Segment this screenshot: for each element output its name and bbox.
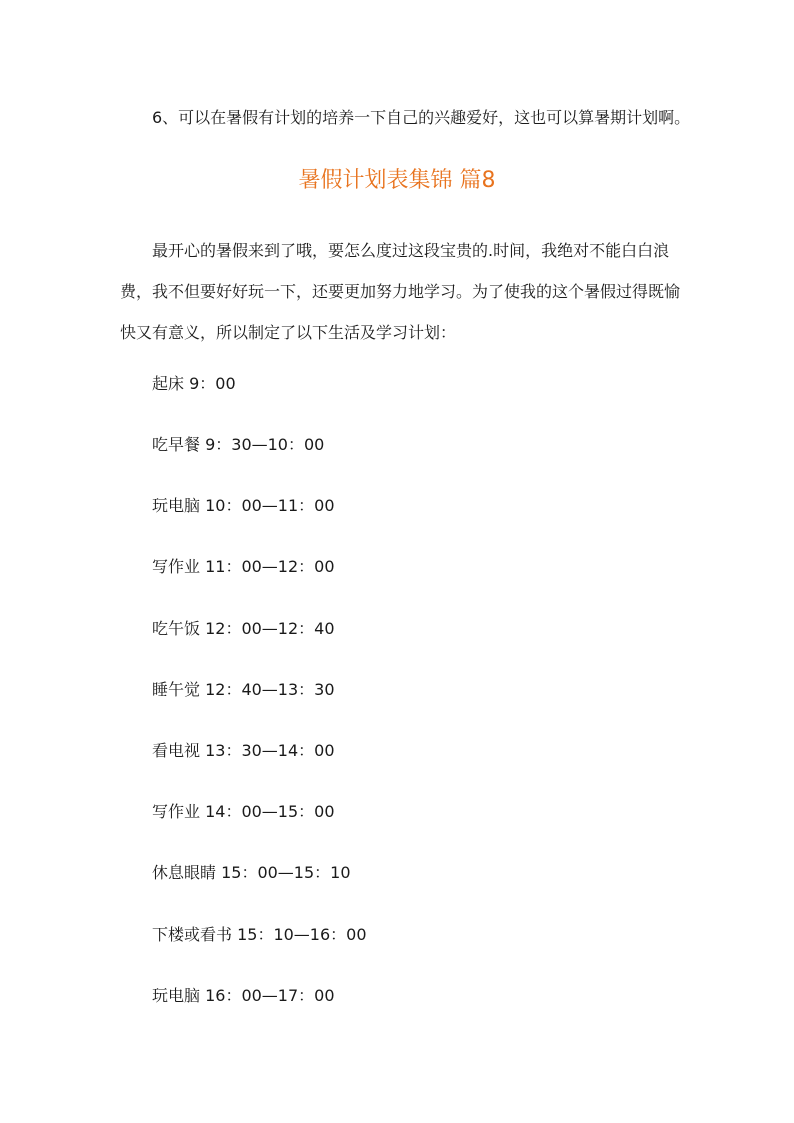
- schedule-item: 写作业 14：00—15：00: [152, 802, 335, 821]
- paragraph-line: 最开心的暑假来到了哦，要怎么度过这段宝贵的.时间，我绝对不能白白浪: [152, 241, 670, 260]
- paragraph-line: 费，我不但要好好玩一下，还要更加努力地学习。为了使我的这个暑假过得既愉: [120, 282, 681, 301]
- schedule-item: 写作业 11：00—12：00: [152, 557, 335, 576]
- schedule-item: 起床 9：00: [152, 374, 236, 393]
- intro-item-6: 6、可以在暑假有计划的培养一下自己的兴趣爱好，这也可以算暑期计划啊。: [152, 108, 691, 127]
- intro-paragraph: [120, 230, 680, 353]
- schedule-item: 睡午觉 12：40—13：30: [152, 680, 335, 699]
- schedule-item: 休息眼睛 15：00—15：10: [152, 863, 351, 882]
- schedule-item: 吃早餐 9：30—10：00: [152, 435, 325, 454]
- paragraph-line: 快又有意义，所以制定了以下生活及学习计划：: [120, 323, 457, 342]
- schedule-item: 吃午饭 12：00—12：40: [152, 619, 335, 638]
- schedule-item: 下楼或看书 15：10—16：00: [152, 925, 367, 944]
- schedule-item: 看电视 13：30—14：00: [152, 741, 335, 760]
- schedule-item: 玩电脑 16：00—17：00: [152, 986, 335, 1005]
- section-title: 暑假计划表集锦 篇8: [298, 168, 496, 193]
- schedule-item: 玩电脑 10：00—11：00: [152, 496, 335, 515]
